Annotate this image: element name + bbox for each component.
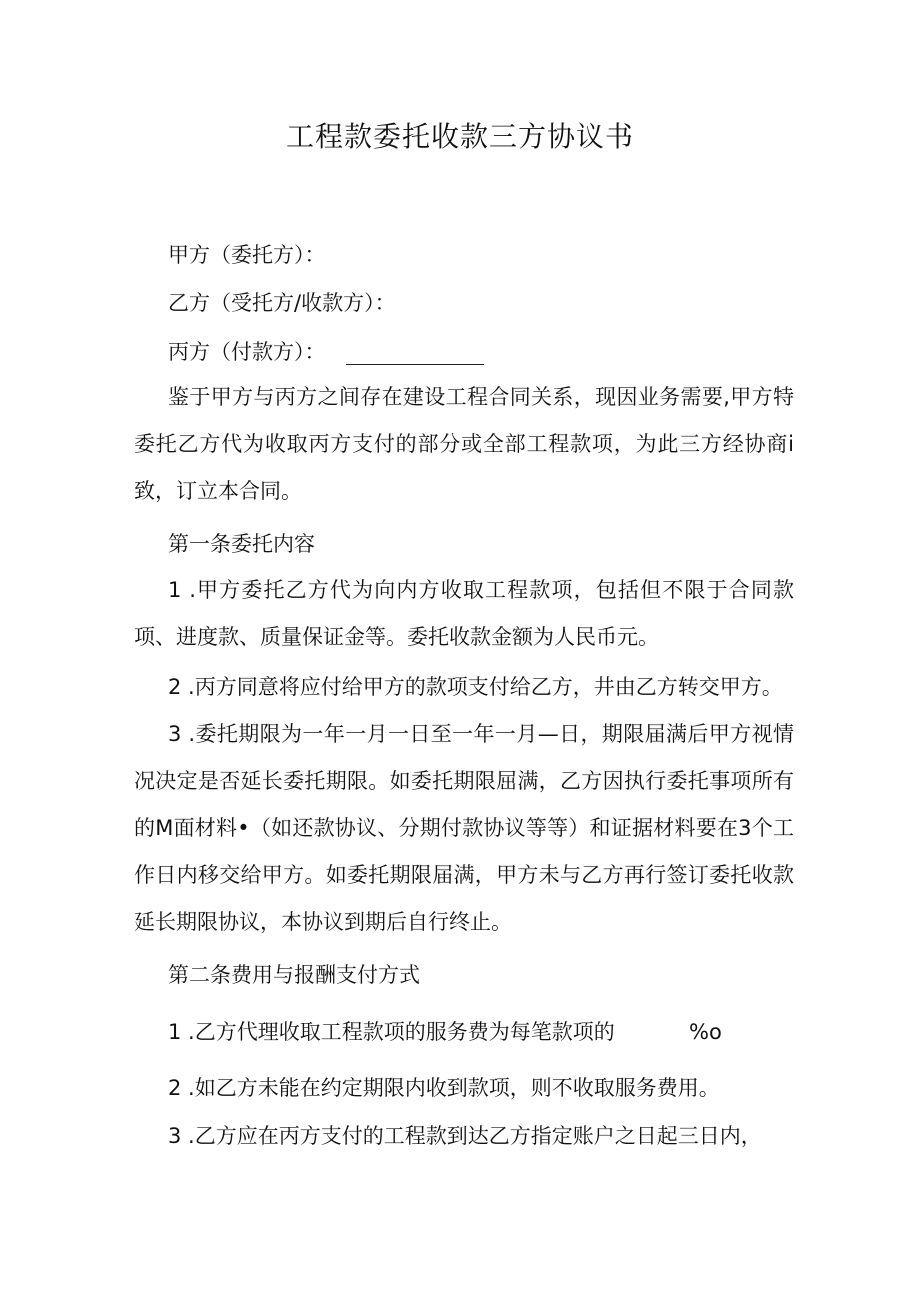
article1-item3: 3 .委托期限为一年一月一日至一年一月—日，期限届满后甲方视情况决定是否延长委托期限。如委托期限屈满，乙方因执行委托事项所有的M面材料•（如还款协议、分期付款协议等等）和证据材料要在3个工作日内移交给甲方。如委托期限届满，甲方未与乙方再行签订委托收款延长期限协议，本协议到期后自行终止。	[134, 722, 794, 934]
article2-item1: 1 .乙方代理收取工程款项的服务费为每笔款项的	[168, 1020, 615, 1044]
article2-item2: 2 .如乙方未能在约定期限内收到款项，则不收取服务费用。	[168, 1076, 720, 1100]
preamble-paragraph: 鉴于甲方与丙方之间存在建设工程合同关系，现因业务需要,甲方特委托乙方代为收取丙方支付的部分或全部工程款项，为此三方经协商i致，订立本合同。	[134, 385, 794, 503]
article2-heading: 第二条费用与报酬支付方式	[168, 963, 420, 987]
document-title: 工程款委托收款三方协议书	[285, 120, 634, 153]
article2-item3: 3 .乙方应在丙方支付的工程款到达乙方指定账户之日起三日内，	[168, 1124, 762, 1148]
article1-item1: 1 .甲方委托乙方代为向内方收取工程款项，包括但不限于合同款项、进度款、质量保证金等。委托收款金额为人民币元。	[134, 578, 794, 649]
party-c-line	[168, 337, 484, 367]
article2-item1-suffix: %o	[689, 1020, 722, 1044]
party-c-blank	[346, 344, 484, 365]
article1-item2: 2 .丙方同意将应付给甲方的款项支付给乙方，井由乙方转交甲方。	[168, 675, 783, 699]
party-b-line: 乙方（受托方/收款方）：	[168, 291, 396, 315]
party-a-line: 甲方（委托方）：	[168, 243, 326, 267]
party-c-label: 丙方（付款方）：	[168, 340, 326, 364]
article1-heading: 第一条委托内容	[168, 532, 315, 556]
